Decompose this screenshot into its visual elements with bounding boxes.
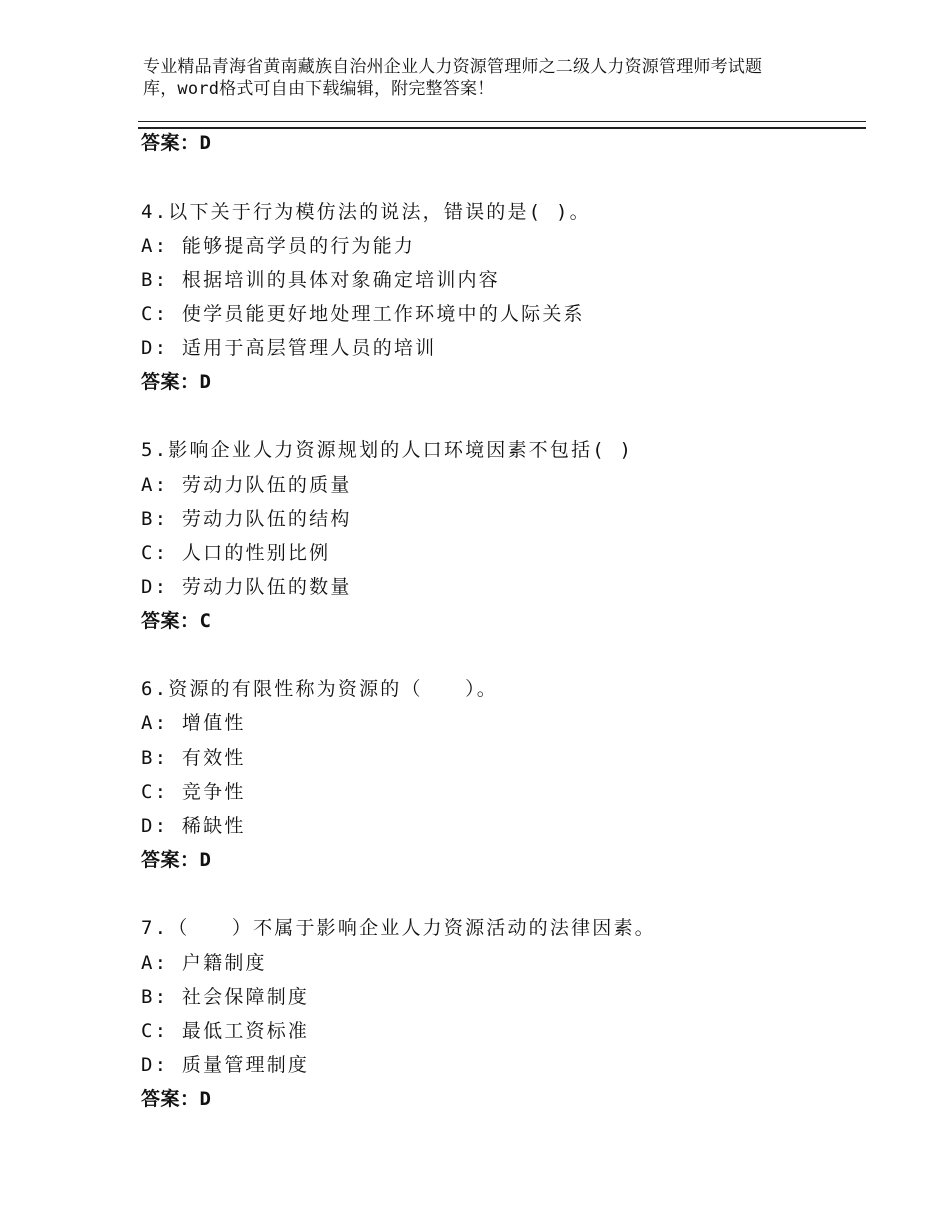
question-4-option-d: D: 适用于高层管理人员的培训 xyxy=(141,337,437,359)
question-5-option-a: A: 劳动力队伍的质量 xyxy=(141,474,352,496)
answer-line-q7 xyxy=(141,1087,211,1112)
question-5-option-b: B: 劳动力队伍的结构 xyxy=(141,508,352,530)
header-divider xyxy=(138,121,866,129)
question-stem-7: 7.（ ）不属于影响企业人力资源活动的法律因素。 xyxy=(141,917,656,939)
document-header xyxy=(143,56,823,100)
question-6-option-c: C: 竞争性 xyxy=(141,781,246,803)
question-stem-6: 6.资源的有限性称为资源的（ ）。 xyxy=(141,678,498,700)
answer-line-q6 xyxy=(141,848,211,873)
question-5-option-c: C: 人口的性别比例 xyxy=(141,542,331,564)
answer-line-q3 xyxy=(141,131,211,156)
question-7-option-c: C: 最低工资标准 xyxy=(141,1020,310,1042)
question-stem-4: 4.以下关于行为模仿法的说法，错误的是( )。 xyxy=(141,201,591,223)
answer-label: 答案： xyxy=(141,611,200,632)
answer-line-q4 xyxy=(141,370,211,395)
answer-label: 答案： xyxy=(141,850,200,871)
question-stem-5: 5.影响企业人力资源规划的人口环境因素不包括( ) xyxy=(141,439,634,461)
answer-line-q5 xyxy=(141,609,211,634)
question-4-option-b: B: 根据培训的具体对象确定培训内容 xyxy=(141,269,500,291)
answer-value: D xyxy=(199,849,212,871)
answer-value: D xyxy=(199,132,212,154)
answer-value: D xyxy=(199,1088,212,1110)
answer-value: C xyxy=(199,610,212,632)
answer-label: 答案： xyxy=(141,372,200,393)
answer-label: 答案： xyxy=(141,1089,200,1110)
answer-value: D xyxy=(199,371,212,393)
question-6-option-a: A: 增值性 xyxy=(141,712,246,734)
question-7-option-b: B: 社会保障制度 xyxy=(141,986,310,1008)
answer-label: 答案： xyxy=(141,133,200,154)
header-title-line-2: 库，word格式可自由下载编辑，附完整答案！ xyxy=(143,79,495,99)
question-4-option-c: C: 使学员能更好地处理工作环境中的人际关系 xyxy=(141,303,585,325)
question-5-option-d: D: 劳动力队伍的数量 xyxy=(141,576,352,598)
question-4-option-a: A: 能够提高学员的行为能力 xyxy=(141,235,416,257)
question-7-option-d: D: 质量管理制度 xyxy=(141,1054,310,1076)
header-title-line-1: 专业精品青海省黄南藏族自治州企业人力资源管理师之二级人力资源管理师考试题 xyxy=(143,57,763,77)
question-6-option-d: D: 稀缺性 xyxy=(141,815,246,837)
question-7-option-a: A: 户籍制度 xyxy=(141,952,267,974)
question-6-option-b: B: 有效性 xyxy=(141,747,246,769)
